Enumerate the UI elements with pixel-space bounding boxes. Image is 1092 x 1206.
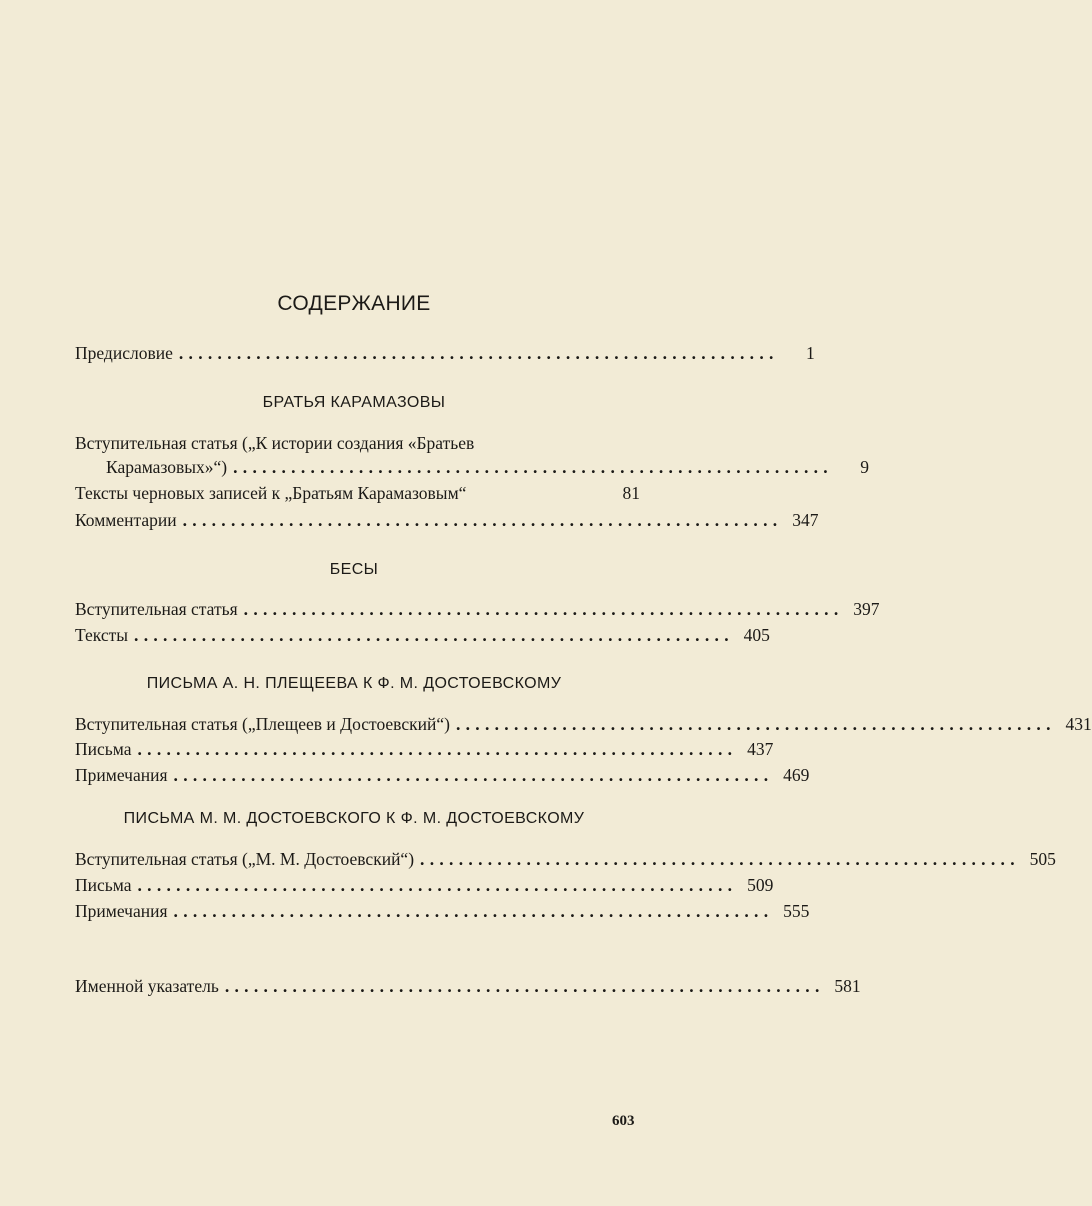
toc-entry-pleshcheev-letters [75,736,774,762]
toc-entry-label: Тексты черновых записей к „Братьям Карамазовым“ [75,483,467,503]
leader-dots: .............................................................. [243,599,844,619]
leader-dots: .............................................................. [178,343,779,363]
toc-entry-pleshcheev-notes [75,762,810,788]
toc-entry-page: 509 [747,875,774,895]
toc-entry-mm-notes [75,898,810,924]
leader-dots: .............................................................. [233,457,833,477]
toc-entry-page: 81 [622,483,640,503]
toc-entry-label: Примечания [75,765,168,785]
leader-dots: .............................................................. [455,714,1056,734]
toc-entry-label: Письма [75,739,132,759]
toc-entry-page: 405 [743,625,770,645]
toc-entry-page: 505 [1029,849,1056,869]
leader-dots: .............................................................. [173,765,774,785]
toc-entry-karamazov-drafts [75,480,640,506]
leader-dots: .............................................................. [224,976,825,996]
toc-entry-besy-intro [75,596,880,622]
toc-entry-label: Предисловие [75,343,173,363]
toc-entry-label: Карамазовых»“) [106,457,228,477]
toc-entry-label: Примечания [75,901,168,921]
section-heading-karamazov: БРАТЬЯ КАРАМАЗОВЫ [262,394,446,411]
toc-entry-label: Письма [75,875,132,895]
toc-entry-pleshcheev-intro [75,711,1092,737]
toc-entry-page: 581 [834,976,861,996]
page-title: СОДЕРЖАНИЕ [277,292,431,315]
toc-entry-mm-intro [75,846,1056,872]
toc-entry-karamazov-comments [75,507,819,533]
toc-entry-page: 555 [783,901,810,921]
toc-entry-page: 469 [783,765,810,785]
toc-entry-page: 437 [747,739,774,759]
leader-dots: .............................................................. [134,625,734,645]
toc-entry-name-index [75,973,861,999]
toc-entry-label: Тексты [75,625,129,645]
section-heading-mm-dostoevsky: ПИСЬМА М. М. ДОСТОЕВСКОГО К Ф. М. ДОСТОЕВСКОМУ [123,810,585,827]
toc-entry-karamazov-intro-line1: Вступительная статья („К истории создания «Братьев [75,433,475,453]
toc-entry-label: Вступительная статья [75,599,238,619]
leader-dots: .............................................................. [182,510,783,530]
toc-entry-besy-texts [75,622,770,648]
toc-entry-label: Комментарии [75,510,177,530]
toc-entry-label: Вступительная статья („М. М. Достоевский“) [75,849,415,869]
toc-entry-label: Вступительная статья („Плещеев и Достоевский“) [75,714,450,734]
toc-entry-page: 347 [792,510,819,530]
leader-dots: .............................................................. [137,739,738,759]
toc-entry-karamazov-intro [106,454,869,480]
toc-entry-preface [75,340,815,366]
toc-entry-page: 9 [860,457,869,477]
toc-entry-page: 431 [1065,714,1092,734]
leader-dots: .............................................................. [137,875,738,895]
toc-entry-label: Именной указатель [75,976,219,996]
toc-entry-page: 397 [853,599,880,619]
toc-entry-page: 1 [805,343,815,363]
page-number: 603 [612,1113,635,1129]
leader-dots: .............................................................. [420,849,1020,869]
section-heading-besy: БЕСЫ [329,561,379,578]
section-heading-pleshcheev: ПИСЬМА А. Н. ПЛЕЩЕЕВА К Ф. М. ДОСТОЕВСКОМУ [146,675,562,692]
leader-dots: .............................................................. [173,901,774,921]
toc-entry-mm-letters [75,872,774,898]
